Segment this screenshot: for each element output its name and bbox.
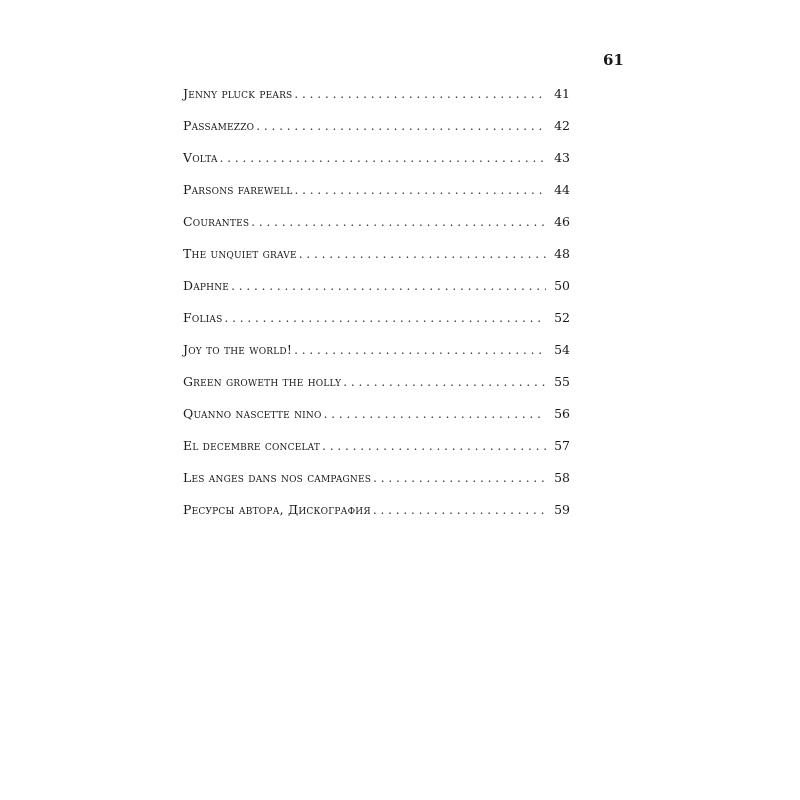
toc-entry-title: Jenny pluck pears <box>183 86 293 101</box>
toc-entry-title: Daphne <box>183 278 230 293</box>
toc-entry-page: 55 <box>554 374 570 389</box>
toc-entry <box>183 180 570 212</box>
toc-entry <box>183 340 570 372</box>
toc-entry-page: 54 <box>554 342 570 357</box>
dot-leader <box>294 84 546 104</box>
toc-entry-title: Passamezzo <box>183 118 255 133</box>
toc-entry-title: El decembre concelat <box>183 438 321 453</box>
toc-entry-page: 52 <box>554 310 570 325</box>
toc-entry <box>183 308 570 340</box>
page-number: 61 <box>603 51 624 69</box>
toc-entry-page: 59 <box>554 502 570 517</box>
toc-entry-page: 58 <box>554 470 570 485</box>
toc-entry <box>183 244 570 276</box>
toc-entry <box>183 468 570 500</box>
dot-leader <box>220 148 546 168</box>
toc-entry-page: 50 <box>554 278 570 293</box>
toc-entry-page: 44 <box>554 182 570 197</box>
toc-entry <box>183 116 570 148</box>
dot-leader <box>343 372 546 392</box>
toc-entry-page: 48 <box>554 246 570 261</box>
toc-entry-title: Joy to the world! <box>183 342 293 357</box>
toc-entry-title: Courantes <box>183 214 250 229</box>
toc-entry-page: 43 <box>554 150 570 165</box>
dot-leader <box>299 244 546 264</box>
toc-entry <box>183 84 570 116</box>
dot-leader <box>295 180 546 200</box>
dot-leader <box>251 212 546 232</box>
dot-leader <box>373 500 546 520</box>
dot-leader <box>256 116 546 136</box>
toc-entry <box>183 276 570 308</box>
toc-entry-page: 42 <box>554 118 570 133</box>
toc-entry <box>183 404 570 436</box>
toc-entry-page: 57 <box>554 438 570 453</box>
dot-leader <box>322 436 546 456</box>
toc-entry <box>183 148 570 180</box>
toc-entry-title: Green groweth the holly <box>183 374 342 389</box>
toc-entry-title: Quanno nascette nino <box>183 406 322 421</box>
toc-entry-page: 46 <box>554 214 570 229</box>
dot-leader <box>373 468 546 488</box>
toc-entry <box>183 436 570 468</box>
toc-entry-title: Ресурсы автора, Дискография <box>183 502 371 517</box>
toc-entry-title: Parsons farewell <box>183 182 293 197</box>
toc-entry-title: Volta <box>183 150 218 165</box>
dot-leader <box>294 340 546 360</box>
table-of-contents <box>183 84 570 532</box>
toc-entry <box>183 212 570 244</box>
toc-entry-title: Folias <box>183 310 223 325</box>
dot-leader <box>324 404 546 424</box>
toc-entry <box>183 500 570 532</box>
dot-leader <box>224 308 546 328</box>
dot-leader <box>231 276 546 296</box>
toc-entry-page: 56 <box>554 406 570 421</box>
toc-entry-title: The unquiet grave <box>183 246 297 261</box>
toc-entry-page: 41 <box>554 86 570 101</box>
toc-entry <box>183 372 570 404</box>
toc-entry-title: Les anges dans nos campagnes <box>183 470 372 485</box>
